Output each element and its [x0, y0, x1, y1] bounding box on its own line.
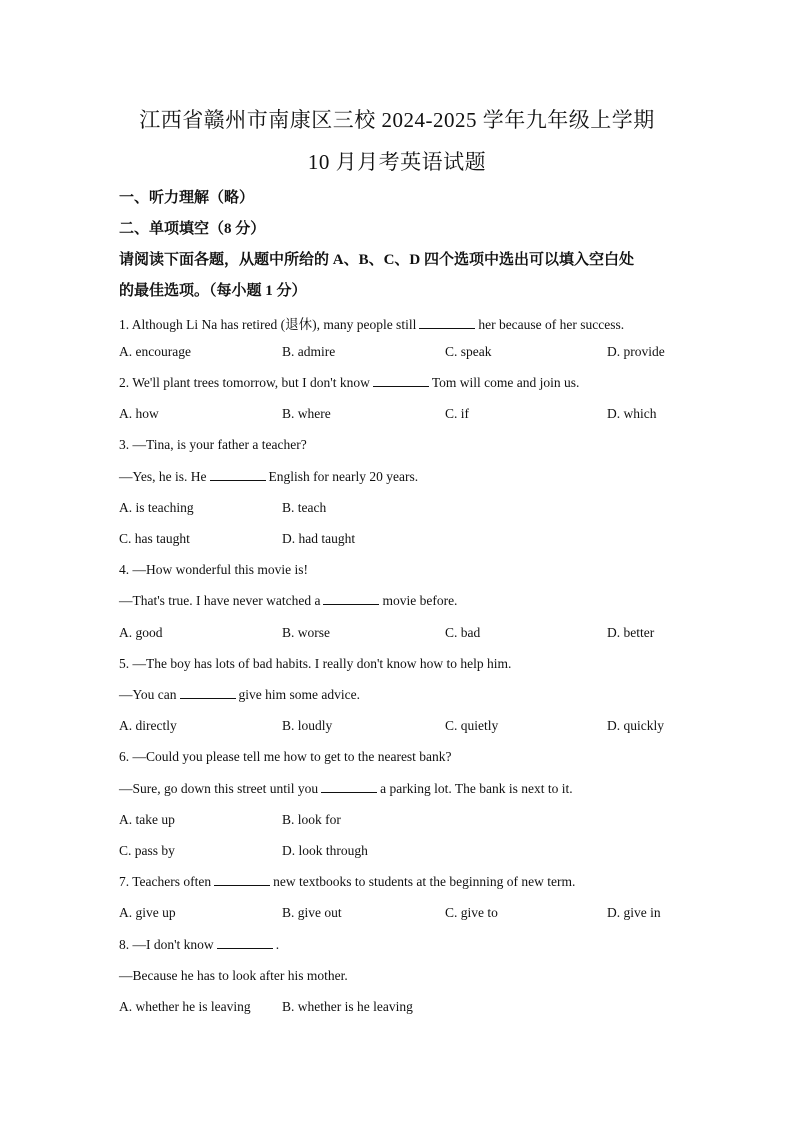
question-1-option-c: C. speak: [445, 344, 492, 359]
question-7-stem-before: 7. Teachers often: [119, 874, 212, 889]
question-3-stem: [119, 469, 418, 485]
question-5-option-d: D. quickly: [607, 718, 664, 733]
question-1-option-b: B. admire: [282, 344, 336, 359]
question-5-option-b: B. loudly: [282, 718, 333, 733]
exam-title-line2: 10 月月考英语试题: [307, 150, 487, 174]
question-2-option-b: B. where: [282, 406, 331, 421]
question-1-stem: [119, 313, 624, 333]
question-4-option-c: C. bad: [445, 625, 481, 640]
question-7-option-d: D. give in: [607, 905, 661, 920]
question-8-line2: —Because he has to look after his mother.: [119, 968, 348, 983]
question-7-option-a: A. give up: [119, 905, 176, 920]
question-1-option-d: D. provide: [607, 344, 665, 359]
question-6-stem-after: a parking lot. The bank is next to it.: [380, 781, 573, 796]
instructions-line1: 请阅读下面各题，从题中所给的 A、B、C、D 四个选项中选出可以填入空白处: [119, 252, 635, 268]
question-4-stem-after: movie before.: [382, 593, 458, 608]
question-5-stem-before: —You can: [119, 687, 177, 702]
answer-blank: [217, 947, 273, 949]
question-2-option-d: D. which: [607, 406, 657, 421]
question-6-option-d: D. look through: [282, 843, 368, 858]
question-4-line1: 4. —How wonderful this movie is!: [119, 562, 308, 577]
question-2-stem-after: Tom will come and join us.: [431, 375, 580, 390]
question-3-option-a: A. is teaching: [119, 500, 194, 515]
question-2-stem-before: 2. We'll plant trees tomorrow, but I don't know: [119, 375, 370, 390]
question-8-option-a: A. whether he is leaving: [119, 999, 251, 1014]
question-8-stem-before: 8. —I don't know: [119, 937, 214, 952]
question-6-option-b: B. look for: [282, 812, 341, 827]
question-2-option-a: A. how: [119, 406, 159, 421]
question-3-line1: 3. —Tina, is your father a teacher?: [119, 437, 307, 452]
question-2-option-c: C. if: [445, 406, 470, 421]
answer-blank: [210, 479, 266, 481]
question-3-stem-before: —Yes, he is. He: [119, 469, 207, 484]
question-4-stem-before: —That's true. I have never watched a: [119, 593, 321, 608]
question-6-stem-before: —Sure, go down this street until you: [119, 781, 319, 796]
answer-blank: [323, 603, 379, 605]
question-5-line1: 5. —The boy has lots of bad habits. I really don't know how to help him.: [119, 656, 512, 671]
instructions-line2: 的最佳选项。（每小题 1 分）: [119, 283, 307, 299]
question-6-line1: 6. —Could you please tell me how to get to the nearest bank?: [119, 749, 452, 764]
question-4-option-a: A. good: [119, 625, 163, 640]
question-4-option-d: D. better: [607, 625, 655, 640]
question-3-option-d: D. had taught: [282, 531, 356, 546]
question-7-option-c: C. give to: [445, 905, 498, 920]
question-8-option-b: B. whether is he leaving: [282, 999, 413, 1014]
question-1-stem-before: 1. Although Li Na has retired (退休), many people still: [119, 317, 417, 332]
answer-blank: [214, 884, 270, 886]
question-5-option-c: C. quietly: [445, 718, 499, 733]
question-1-option-a: A. encourage: [119, 344, 191, 359]
question-4-stem: [119, 593, 457, 609]
question-5-stem-after: give him some advice.: [238, 687, 360, 702]
question-1-stem-after: her because of her success.: [478, 317, 625, 332]
question-5-stem: [119, 687, 360, 703]
question-2-stem: [119, 375, 579, 391]
question-3-stem-after: English for nearly 20 years.: [268, 469, 419, 484]
question-3-option-c: C. has taught: [119, 531, 190, 546]
question-7-stem-after: new textbooks to students at the beginning of new term.: [273, 874, 576, 889]
question-7-stem: [119, 874, 575, 890]
question-8-stem-after: .: [275, 937, 280, 952]
answer-blank: [373, 385, 429, 387]
question-8-stem: [119, 937, 279, 953]
question-3-option-b: B. teach: [282, 500, 327, 515]
answer-blank: [419, 327, 475, 329]
question-5-option-a: A. directly: [119, 718, 177, 733]
exam-title-line1: 江西省赣州市南康区三校 2024-2025 学年九年级上学期: [139, 108, 655, 132]
answer-blank: [321, 791, 377, 793]
question-6-option-a: A. take up: [119, 812, 175, 827]
question-4-option-b: B. worse: [282, 625, 330, 640]
section-single-choice-heading: 二、单项填空（8 分）: [119, 221, 266, 237]
question-7-option-b: B. give out: [282, 905, 342, 920]
question-6-stem: [119, 781, 573, 797]
section-listening-heading: 一、听力理解（略）: [119, 190, 255, 206]
question-6-option-c: C. pass by: [119, 843, 175, 858]
answer-blank: [180, 697, 236, 699]
